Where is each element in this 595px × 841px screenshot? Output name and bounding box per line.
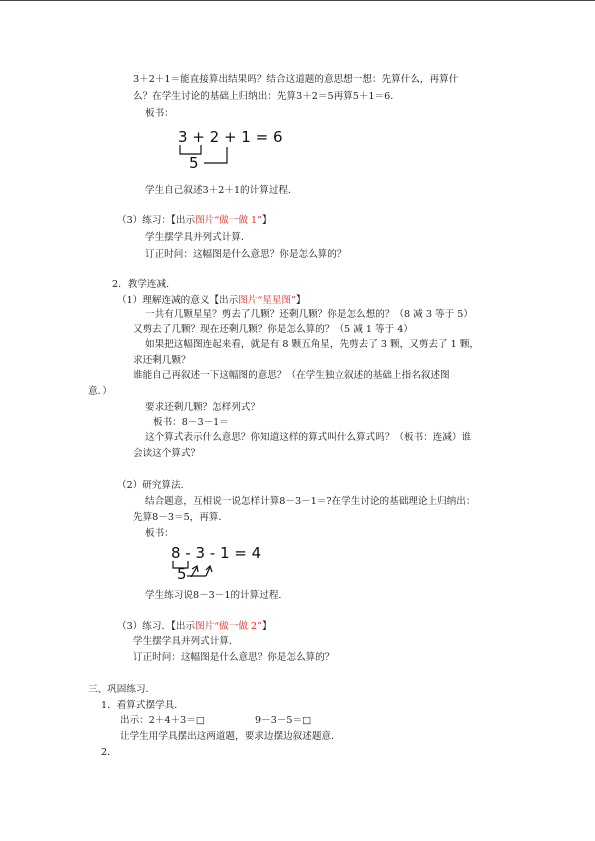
text-line xyxy=(117,215,272,227)
text-line: 会读这个算式？ xyxy=(133,448,201,459)
text-line: 学生摆学具并列式计算． xyxy=(145,232,251,243)
text-segment: （3）练习．【出示 xyxy=(117,621,196,632)
text-line: 板书： xyxy=(145,528,174,539)
text-line: 如果把这幅图连起来看，就是有 8 颗五角星，先剪去了 3 颗，又剪去了 1 颗， xyxy=(145,339,480,350)
text-segment: （3）练习：【出示 xyxy=(117,215,196,226)
board-expression-1: 3 + 2 + 1 = 6 xyxy=(178,128,283,146)
text-line xyxy=(117,295,306,307)
exercise-2: 9－3－5＝□ xyxy=(255,715,312,726)
text-line: 又剪去了几颗？现在还剩几颗？你是怎么算的？（5 减 1 等于 4） xyxy=(133,324,413,335)
page-top-border xyxy=(0,0,595,1)
section-heading: 三、巩固练习． xyxy=(88,684,156,695)
text-line: 订正时问：这幅图是什么意思？你是怎么算的？ xyxy=(145,249,347,260)
text-line xyxy=(117,621,272,633)
text-line: 意．） xyxy=(88,386,112,397)
text-line: 3＋2＋1＝能直接算出结果吗？结合这道题的意思想一想：先算什么，再算什 xyxy=(133,74,459,85)
board-intermediate-2: 5 xyxy=(177,565,187,583)
picture-reference: 图片“做一做 2” xyxy=(195,621,262,632)
exercise-1: 出示：2＋4＋3＝□ xyxy=(120,715,205,726)
text-line: 先算8－3＝5，再算． xyxy=(133,512,229,523)
text-line: 这个算式表示什么意思？你知道这样的算式叫什么算式吗？（板书：连减）谁 xyxy=(145,432,472,443)
board-intermediate-1: 5 xyxy=(189,154,199,172)
text-line: （2）研究算法． xyxy=(117,480,191,491)
text-segment: 】 xyxy=(262,621,272,632)
text-segment: 】 xyxy=(296,295,306,306)
text-line: 学生练习说8－3－1的计算过程． xyxy=(145,590,289,601)
text-line: 订正时问：这幅图是什么意思？你是怎么算的？ xyxy=(133,652,335,663)
board-bracket-1 xyxy=(175,144,245,172)
text-segment: （1）理解连减的意义【出示 xyxy=(117,295,239,306)
picture-reference: 图片“做一做 1” xyxy=(195,215,262,226)
board-expression-2: 8 - 3 - 1 = 4 xyxy=(171,544,262,562)
picture-reference: 图片“星星图” xyxy=(238,295,297,306)
text-line: 学生摆学具并列式计算． xyxy=(133,636,239,647)
text-line: 让学生用学具摆出这两道题，要求边摆边叙述题意． xyxy=(120,731,341,742)
section-heading: 2．教学连减． xyxy=(112,279,176,290)
text-line: 要求还剩几颗？怎样列式？ xyxy=(145,402,261,413)
text-line: 学生自己叙述3＋2＋1的计算过程． xyxy=(145,185,298,196)
text-line: 谁能自己再叙述一下这幅图的意思？（在学生独立叙述的基础上指名叙述图 xyxy=(133,370,450,381)
text-line: 么？在学生讨论的基础上归纳出：先算3＋2＝5再算5＋1＝6． xyxy=(133,91,400,102)
text-line: 一共有几颗星星？剪去了几颗？还剩几颗？你是怎么想的？（8 减 3 等于 5） xyxy=(145,309,473,320)
text-line: 板书： xyxy=(145,108,174,119)
text-line: 结合题意，互相说一说怎样计算8－3－1＝?在学生讨论的基础理论上归纳出： xyxy=(145,496,476,507)
text-line: 板书：8－3－1＝ xyxy=(153,417,229,428)
text-line: 求还剩几颗？ xyxy=(133,355,191,366)
text-line: 2． xyxy=(101,747,117,758)
text-segment: 】 xyxy=(262,215,272,226)
text-line: 1．看算式摆学具． xyxy=(101,700,184,711)
